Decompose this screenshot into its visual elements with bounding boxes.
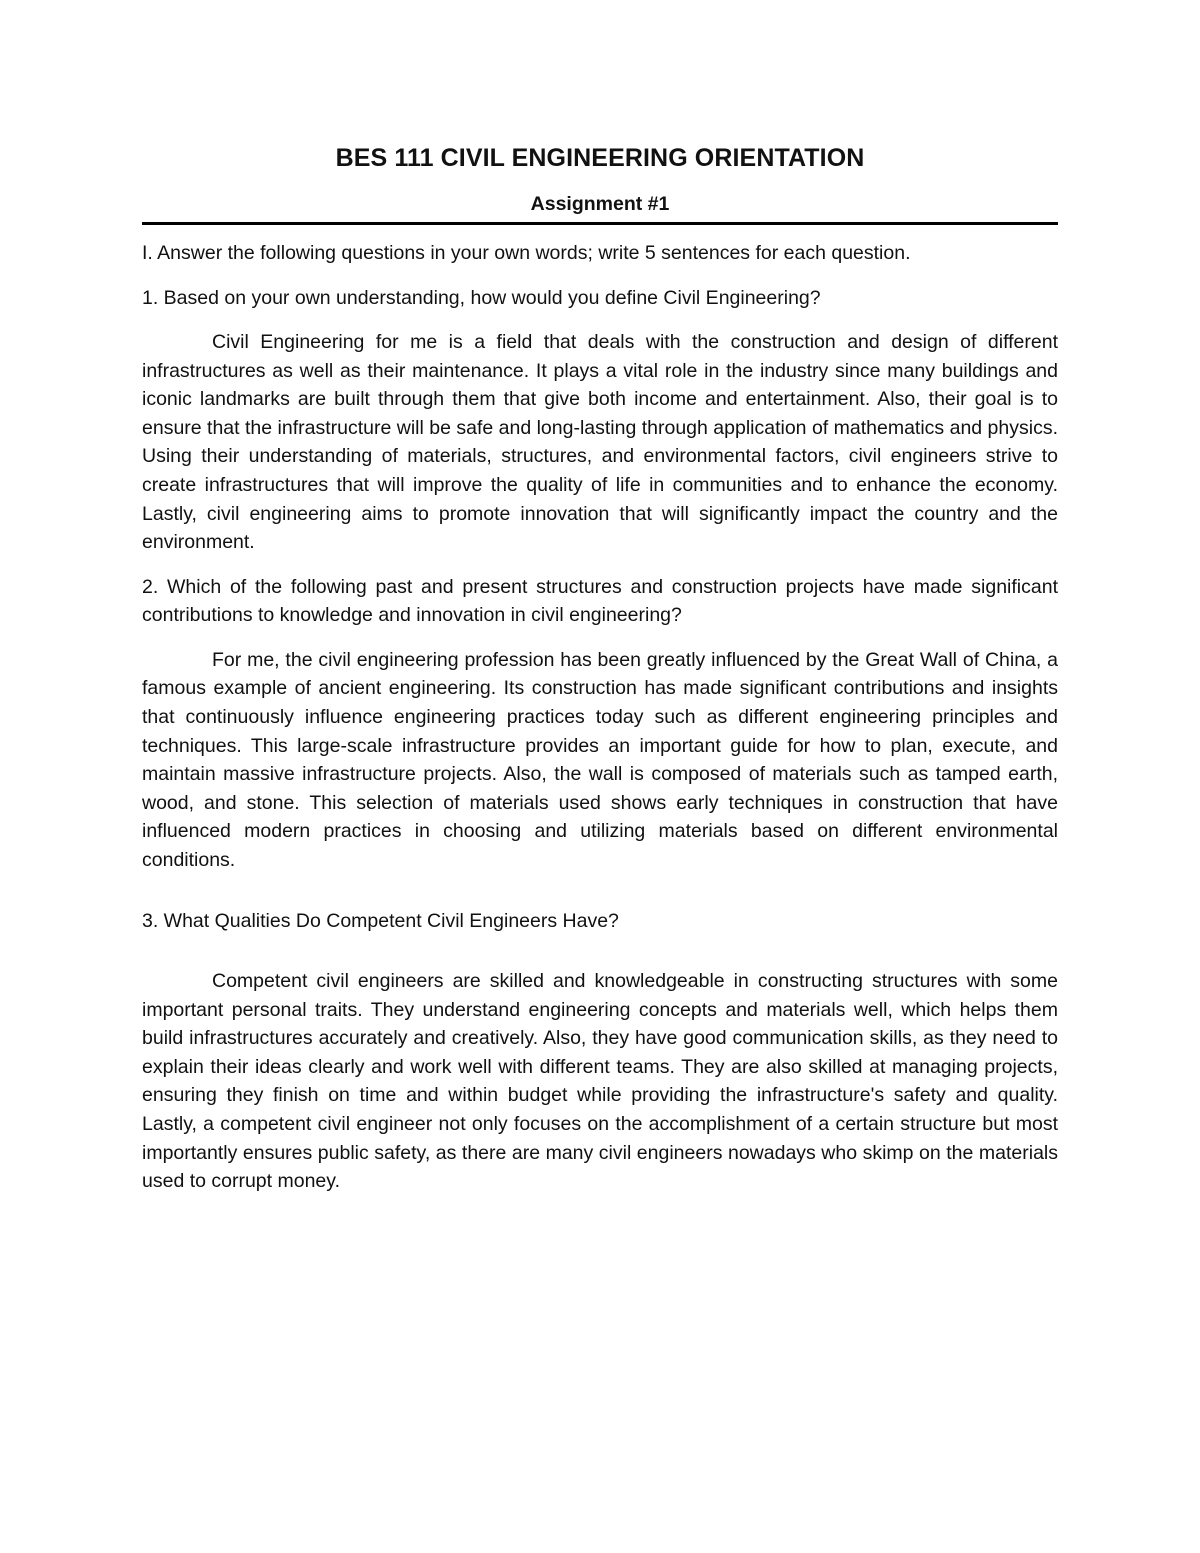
instruction-text: I. Answer the following questions in your own words; write 5 sentences for each question. [142, 242, 911, 264]
document-title: BES 111 CIVIL ENGINEERING ORIENTATION [335, 144, 865, 172]
answer-2: For me, the civil engineering profession has been greatly influenced by the Great Wall of China, a famous example of ancient engineering. Its construction has made significant contributions and insights that continuously influence engineering practices today such as different engineering principles and techniques. This large-scale infrastructure provides an important guide for how to plan, execute, and maintain massive infrastructure projects. Also, the wall is composed of materials such as tamped earth, wood, and stone. This selection of materials used shows early techniques in construction that have influenced modern practices in choosing and utilizing materials based on different environmental conditions. [142, 648, 1058, 871]
question-3: 3. What Qualities Do Competent Civil Engineers Have? [142, 909, 619, 932]
title-divider [142, 222, 1058, 225]
answer-1: Civil Engineering for me is a field that deals with the construction and design of different infrastructures as well as their maintenance. It plays a vital role in the industry since many buildings and iconic landmarks are built through them that give both income and entertainment. Also, their goal is to ensure that the infrastructure will be safe and long-lasting through application of mathematics and physics. Using their understanding of materials, structures, and environmental factors, civil engineers strive to create infrastructures that will improve the quality of life in communities and to enhance the economy. Lastly, civil engineering aims to promote innovation that will significantly impact the country and the environment. [142, 331, 1058, 554]
question-2: 2. Which of the following past and present structures and construction projects have made significant contributions to knowledge and innovation in civil engineering? [142, 575, 1058, 627]
assignment-subtitle: Assignment #1 [530, 193, 670, 215]
question-1: 1. Based on your own understanding, how would you define Civil Engineering? [142, 286, 821, 309]
answer-3: Competent civil engineers are skilled and knowledgeable in constructing structures with some important personal traits. They understand engineering concepts and materials well, which helps them build infrastructures accurately and creatively. Also, they have good communication skills, as they need to explain their ideas clearly and work well with different teams. They are also skilled at managing projects, ensuring they finish on time and within budget while providing the infrastructure's safety and quality. Lastly, a competent civil engineer not only focuses on the accomplishment of a certain structure but most importantly ensures public safety, as there are many civil engineers nowadays who skimp on the materials used to corrupt money. [142, 970, 1058, 1193]
document-page [142, 140, 1058, 1196]
